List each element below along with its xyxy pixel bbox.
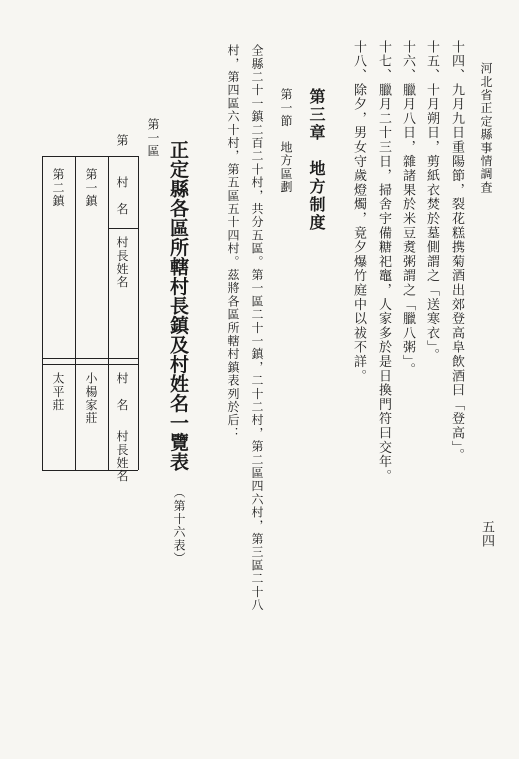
table-row-village: 第一鎮 [84,168,98,208]
table-header-village-2: 村 名 [115,372,129,412]
table-number: （第十六表） [172,486,186,566]
table-rule-mid [42,358,138,359]
paragraph-15: 十五、十月朔日，剪紙衣焚於墓側謂之「送寒衣」。 [424,40,439,363]
table-header-head-name-2: 村長姓名 [115,430,129,483]
region-label: 第一區 [146,118,160,158]
page-number: 五四 [479,520,494,549]
table-header-head-name: 村長姓名 [115,236,129,289]
chapter-heading: 第三章 地方制度 [307,88,326,232]
section-heading: 第一節 地方區劃 [279,88,293,194]
paragraph-18: 十八、除夕，男女守歲燈燭，竟夕爆竹庭中以祓不詳。 [351,40,366,384]
table-rule-top [42,156,138,157]
table-row-village: 太平莊 [51,372,65,412]
body-text-line-2: 村，第四區六十村，第五區五十四村。茲將各區所轄村鎮表列於后： [226,44,240,440]
table-rule-right-outer [138,156,139,470]
table-header-village: 村 名 [115,176,129,216]
table-title: 正定縣各區所轄村長鎮及村姓名一覽表 [167,140,189,472]
paragraph-14: 十四、九月九日重陽節，裂花糕携菊酒出郊登高阜飲酒曰「登高」。 [449,40,464,463]
table-rule-col-a [75,156,76,470]
table-row-village: 第二鎮 [51,168,65,208]
paragraph-16: 十六、臘月八日，雜諸果於米豆煑粥謂之「臘八粥」。 [400,40,415,377]
table-rule-lower [42,364,138,365]
table-rule-header [108,228,138,229]
table-rule-left-outer [42,156,43,470]
table-row-village: 小楊家莊 [84,372,98,425]
body-text-line-1: 全縣二十一鎮二百二十村，共分五區。第一區二十一鎮，二十二村，第二區四六村，第三區二十八 [250,44,264,612]
table-header-left: 第 [115,134,129,148]
table-rule-col-b [108,156,109,470]
paragraph-17: 十七、臘月二十三日，掃舍宇備糖祀竈，人家多於是日換門符曰交年。 [376,40,391,484]
running-head: 河北省正定縣事情調査 [479,62,493,194]
